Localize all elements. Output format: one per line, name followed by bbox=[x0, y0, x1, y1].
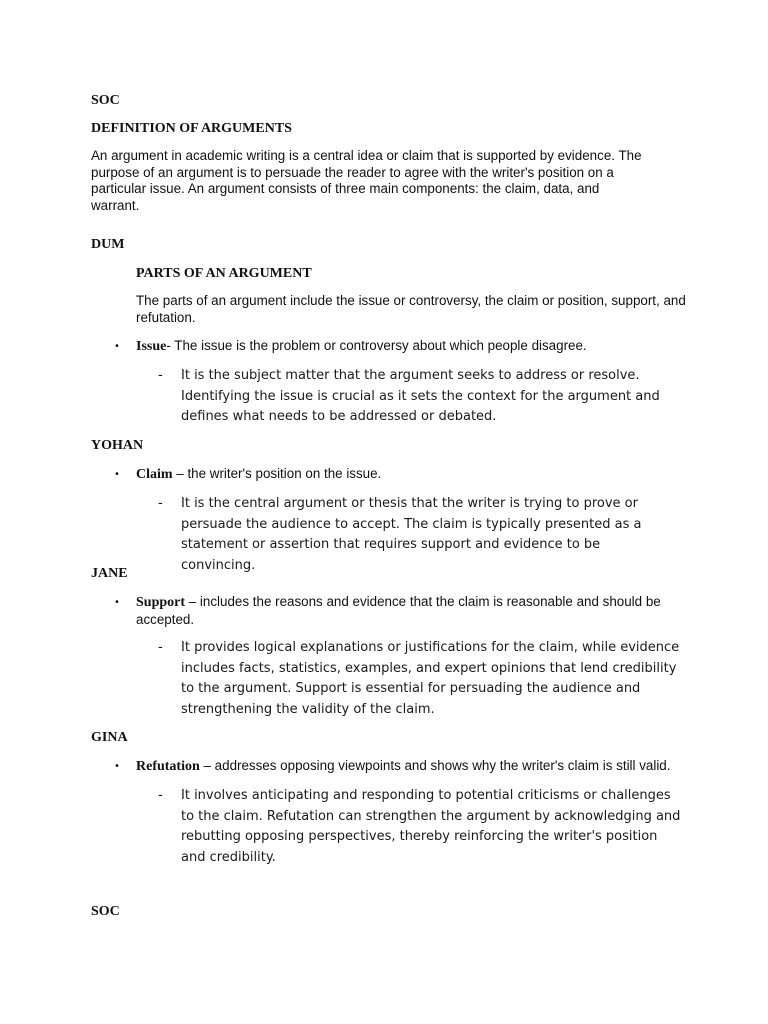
dash-marker: - bbox=[158, 788, 163, 803]
bullet-detail-refutation: It involves anticipating and responding to potential criticisms or challenges to the claim. Refutation can strengthen the argument by acknowledging and rebutting opposing perspectives, thereby reinforcing the writer's position and credibility. bbox=[181, 788, 681, 865]
bullet-term: Claim bbox=[136, 467, 173, 482]
bullet-detail-support: It provides logical explanations or justifications for the claim, while evidence includes facts, statistics, examples, and expert opinions that lend credibility to the argument. Support is essential for persuading the audience and strengthening the validity of the claim. bbox=[181, 640, 680, 717]
bullet-detail-claim: It is the central argument or thesis that the writer is trying to prove or persuade the audience to accept. The claim is typically presented as a statement or assertion that requires support and evidence to be convincing. bbox=[181, 496, 642, 573]
bullet-term: Issue bbox=[136, 339, 167, 354]
bullet-detail-issue: It is the subject matter that the argument seeks to address or resolve. Identifying the issue is crucial as it sets the context for the argument and defines what needs to be addressed or debated. bbox=[181, 368, 660, 425]
speaker-label: YOHAN bbox=[91, 438, 144, 453]
bullet-marker: • bbox=[114, 469, 120, 480]
bullet-text: addresses opposing viewpoints and shows why the writer's claim is still valid. bbox=[214, 758, 671, 773]
bullet-item-support bbox=[136, 594, 671, 628]
parts-heading: PARTS OF AN ARGUMENT bbox=[136, 266, 312, 281]
bullet-marker: • bbox=[114, 761, 120, 772]
definition-heading: DEFINITION OF ARGUMENTS bbox=[91, 121, 292, 136]
definition-paragraph: An argument in academic writing is a central idea or claim that is supported by evidence. The purpose of an argument is to persuade the reader to agree with the writer's position on a particular issue. An argument consists of three main components: the claim, data, and warrant. bbox=[91, 148, 642, 213]
dash-marker: - bbox=[158, 640, 163, 655]
bullet-item-issue bbox=[136, 338, 696, 356]
bullet-separator: - bbox=[166, 338, 175, 353]
speaker-label: JANE bbox=[91, 566, 128, 581]
bullet-text: The issue is the problem or controversy about which people disagree. bbox=[174, 338, 587, 353]
bullet-term: Support bbox=[136, 595, 186, 610]
bullet-item-claim bbox=[136, 466, 696, 484]
parts-intro-paragraph: The parts of an argument include the issue or controversy, the claim or position, support, and refutation. bbox=[136, 293, 686, 325]
bullet-separator: – bbox=[172, 466, 188, 481]
dash-marker: - bbox=[158, 368, 163, 383]
speaker-label: DUM bbox=[91, 237, 125, 252]
bullet-separator: – bbox=[185, 594, 200, 609]
bullet-term: Refutation bbox=[136, 759, 200, 774]
dash-marker: - bbox=[158, 496, 163, 511]
bullet-text: includes the reasons and evidence that the claim is reasonable and should be accepted. bbox=[136, 594, 661, 627]
speaker-label: SOC bbox=[91, 93, 120, 108]
bullet-marker: • bbox=[114, 597, 120, 608]
bullet-separator: – bbox=[199, 758, 215, 773]
bullet-item-refutation bbox=[136, 758, 716, 776]
bullet-text: the writer's position on the issue. bbox=[187, 466, 382, 481]
bullet-marker: • bbox=[114, 341, 120, 352]
speaker-label: GINA bbox=[91, 730, 128, 745]
speaker-label: SOC bbox=[91, 904, 120, 919]
